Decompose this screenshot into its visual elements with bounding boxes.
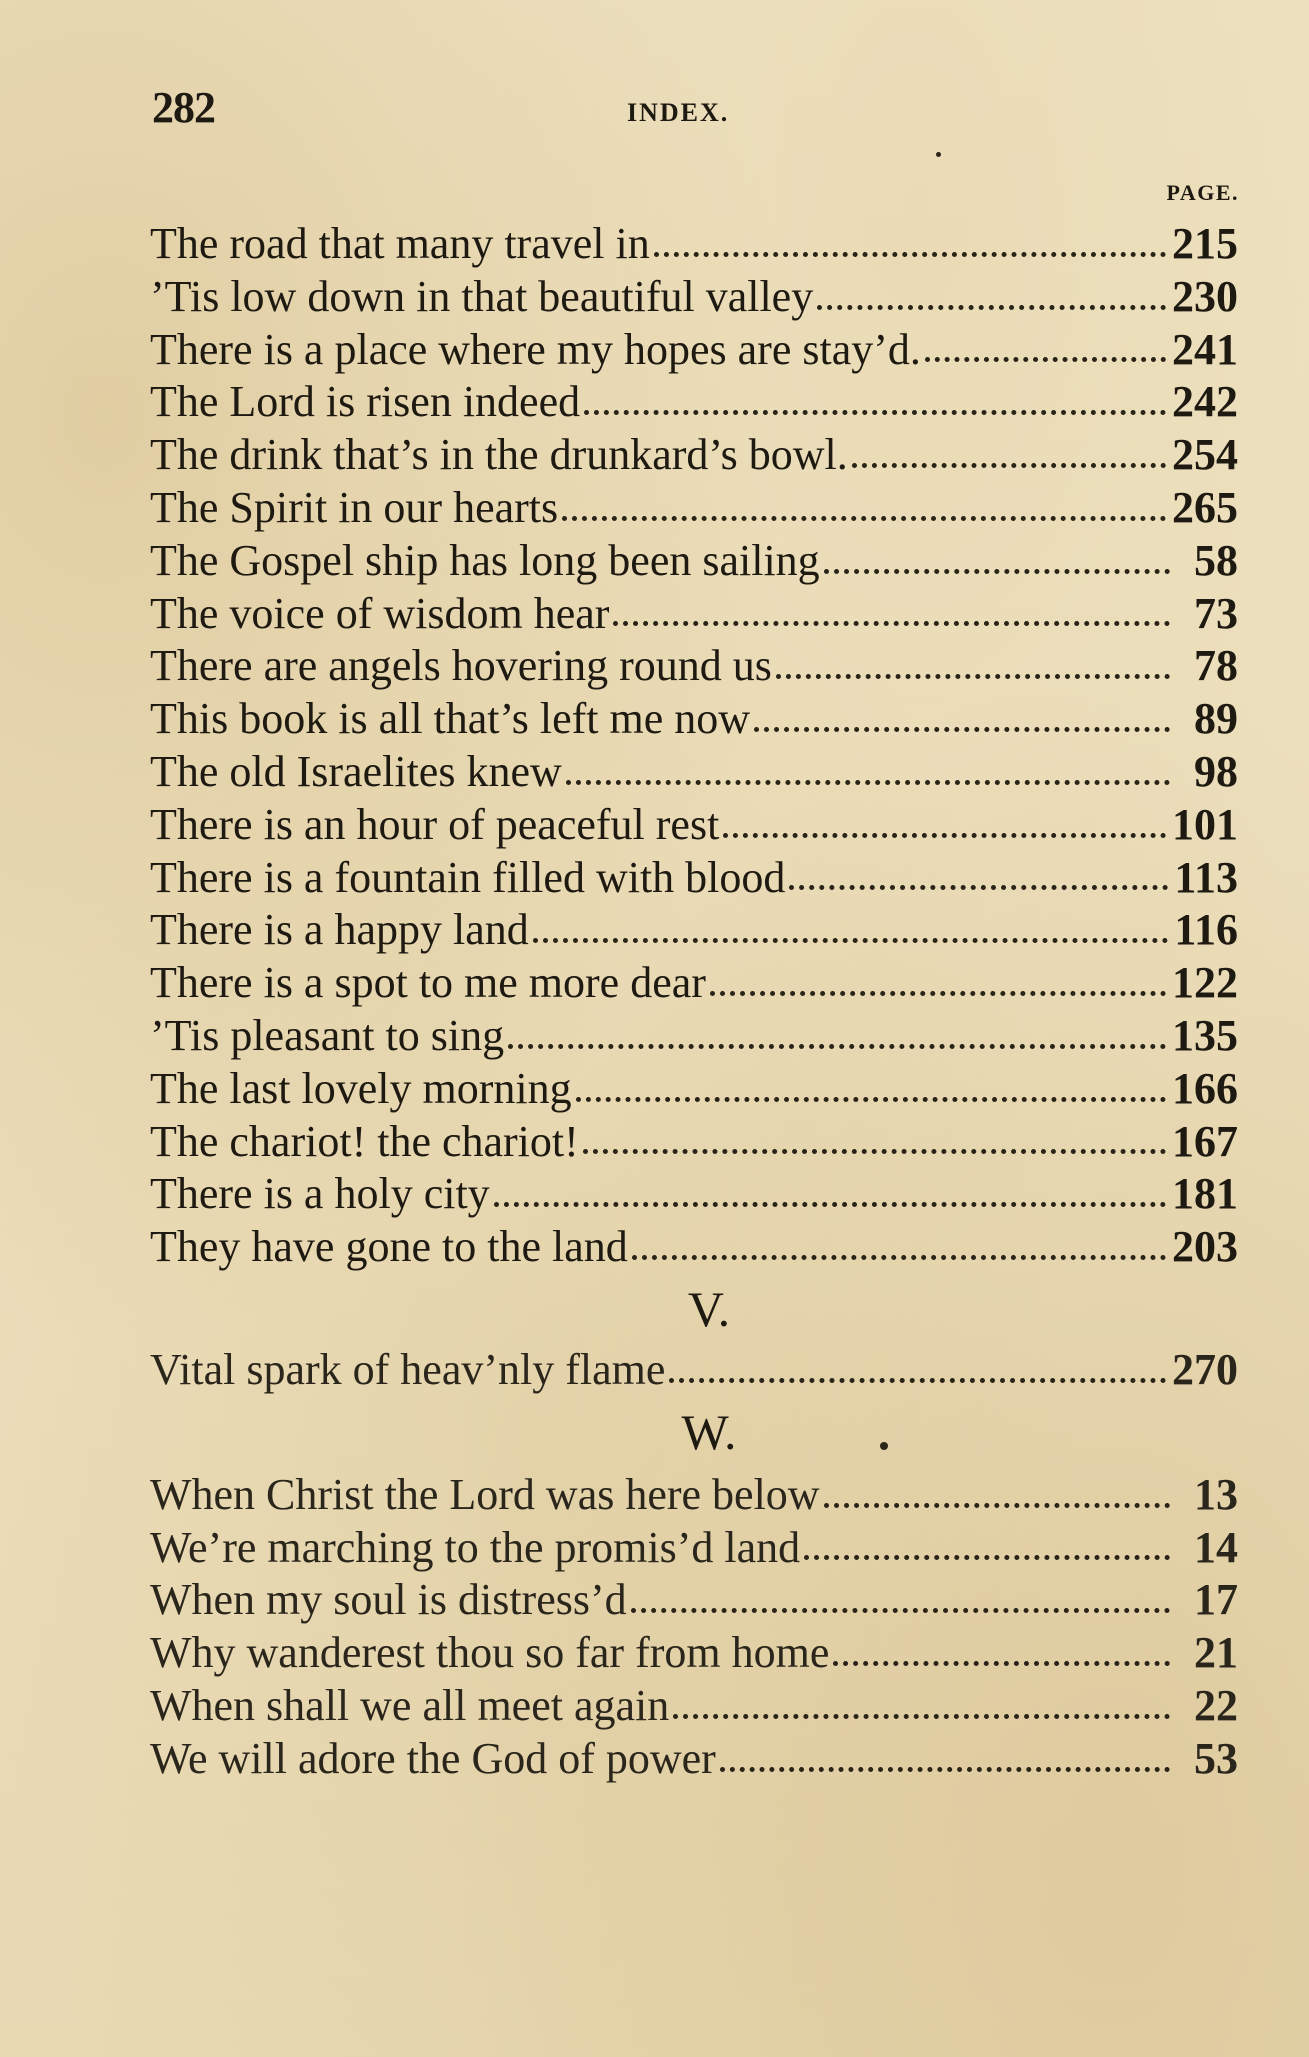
index-entry xyxy=(150,1221,1238,1274)
entry-page: 21 xyxy=(1194,1628,1238,1678)
index-entry xyxy=(150,1680,1238,1733)
entry-title: They have gone to the land xyxy=(150,1222,628,1272)
entry-title: The Lord is risen indeed xyxy=(150,377,581,427)
entry-page: 58 xyxy=(1194,535,1238,585)
entry-page: 203 xyxy=(1172,1222,1238,1272)
dot-leader xyxy=(584,376,1166,429)
entry-page: 241 xyxy=(1172,324,1238,374)
index-entry xyxy=(150,693,1238,746)
entry-page: 230 xyxy=(1172,271,1238,321)
entry-page: 122 xyxy=(1172,958,1238,1008)
dot-leader xyxy=(852,429,1166,482)
page-column-label: PAGE. xyxy=(1166,180,1239,205)
entry-title: Vital spark of heav’nly flame xyxy=(150,1344,666,1394)
entry-title: There is a fountain filled with blood xyxy=(150,852,786,902)
index-entry xyxy=(150,1344,1238,1397)
dot-leader xyxy=(789,852,1168,905)
entry-title: We’re marching to the promis’d land xyxy=(150,1522,801,1572)
index-entry xyxy=(150,1063,1238,1116)
dot-leader xyxy=(673,1680,1170,1733)
entry-page: 167 xyxy=(1172,1116,1238,1166)
dot-leader xyxy=(583,1116,1166,1169)
index-entry xyxy=(150,1522,1238,1575)
entry-title: There is a place where my hopes are stay’d. xyxy=(150,324,921,374)
entry-title: When my soul is distress’d xyxy=(150,1575,627,1625)
entry-title: The road that many travel in xyxy=(150,219,650,268)
entry-page: 101 xyxy=(1172,799,1238,849)
entry-page: 270 xyxy=(1172,1344,1238,1394)
section-letter-w: W. xyxy=(681,1403,737,1460)
index-entry xyxy=(150,799,1238,852)
entry-page: 166 xyxy=(1172,1063,1238,1113)
index-entry xyxy=(150,1116,1238,1169)
entry-title: When shall we all meet again xyxy=(150,1680,670,1730)
dot-leader xyxy=(925,324,1166,377)
index-entry xyxy=(150,1168,1238,1221)
index-entry xyxy=(150,904,1238,957)
entry-title: The voice of wisdom hear xyxy=(150,588,610,638)
entry-title: When Christ the Lord was here below xyxy=(150,1469,820,1519)
running-head: INDEX. xyxy=(627,98,730,127)
entry-title: The Spirit in our hearts xyxy=(150,482,559,532)
entry-title: The chariot! the chariot! xyxy=(150,1116,579,1166)
entry-page: 78 xyxy=(1194,641,1238,691)
index-entry xyxy=(150,746,1238,799)
dot-leader xyxy=(817,271,1166,324)
index-entry xyxy=(150,482,1238,535)
dot-leader xyxy=(632,1221,1166,1274)
dot-leader xyxy=(654,218,1166,271)
dot-leader xyxy=(723,799,1166,852)
index-entry xyxy=(150,1733,1238,1786)
entry-page: 116 xyxy=(1174,905,1238,955)
index-entry xyxy=(150,957,1238,1010)
entry-title: The drink that’s in the drunkard’s bowl. xyxy=(150,430,848,480)
dot-leader xyxy=(754,693,1170,746)
entry-title: Why wanderest thou so far from home xyxy=(150,1628,830,1678)
index-entry xyxy=(150,429,1238,482)
dot-leader xyxy=(494,1168,1166,1221)
dot-leader xyxy=(720,1733,1170,1786)
dot-leader xyxy=(562,482,1166,535)
entry-page: 14 xyxy=(1194,1522,1238,1572)
index-entry xyxy=(150,588,1238,641)
entry-page: 181 xyxy=(1172,1169,1238,1219)
entry-page: 242 xyxy=(1172,377,1238,427)
entry-page: 254 xyxy=(1172,430,1238,480)
dot-leader xyxy=(631,1574,1170,1627)
index-entry xyxy=(150,324,1238,377)
dot-leader xyxy=(669,1344,1166,1397)
entry-page: 98 xyxy=(1194,746,1238,796)
dot-leader xyxy=(804,1522,1170,1575)
dot-leader xyxy=(824,1469,1170,1522)
entry-title: There is a happy land xyxy=(150,905,529,955)
entry-title: We will adore the God of power xyxy=(150,1733,716,1783)
dot-leader xyxy=(533,904,1169,957)
entry-page: 13 xyxy=(1194,1469,1238,1519)
page-number: 282 xyxy=(152,83,215,132)
index-entry xyxy=(150,640,1238,693)
entry-title: There are angels hovering round us xyxy=(150,641,772,691)
index-entry xyxy=(150,271,1238,324)
ink-fleck xyxy=(880,1442,888,1450)
entry-title: This book is all that’s left me now xyxy=(150,694,751,744)
page-header xyxy=(152,82,1232,132)
index-entry xyxy=(150,852,1238,905)
entry-title: ’Tis low down in that beautiful valley xyxy=(150,271,814,321)
index-entry xyxy=(150,1010,1238,1063)
dot-leader xyxy=(710,957,1166,1010)
entry-title: The last lovely morning xyxy=(150,1063,572,1113)
entry-title: The Gospel ship has long been sailing xyxy=(150,535,820,585)
entry-page: 265 xyxy=(1172,482,1238,532)
index-entry xyxy=(150,376,1238,429)
section-letter-v: V. xyxy=(687,1280,731,1337)
dot-leader xyxy=(508,1010,1166,1063)
index-list xyxy=(150,218,1238,1786)
entry-page: 135 xyxy=(1172,1010,1238,1060)
dot-leader xyxy=(576,1063,1166,1116)
dot-leader xyxy=(776,640,1170,693)
entry-title: ’Tis pleasant to sing xyxy=(150,1010,505,1060)
ink-fleck xyxy=(936,152,941,157)
entry-page: 73 xyxy=(1194,588,1238,638)
index-entry xyxy=(150,218,1238,271)
entry-page: 17 xyxy=(1194,1575,1238,1625)
entry-page: 113 xyxy=(1174,852,1238,902)
index-entry xyxy=(150,1627,1238,1680)
entry-title: There is an hour of peaceful rest xyxy=(150,799,720,849)
dot-leader xyxy=(566,746,1170,799)
entry-title: The old Israelites knew xyxy=(150,746,562,796)
entry-page: 53 xyxy=(1194,1733,1238,1783)
entry-page: 22 xyxy=(1194,1680,1238,1730)
index-entry xyxy=(150,1574,1238,1627)
dot-leader xyxy=(833,1627,1170,1680)
entry-page: 89 xyxy=(1194,694,1238,744)
entry-page: 215 xyxy=(1172,219,1238,268)
entry-title: There is a spot to me more dear xyxy=(150,958,706,1008)
index-entry xyxy=(150,1469,1238,1522)
index-entry xyxy=(150,535,1238,588)
dot-leader xyxy=(824,535,1170,588)
dot-leader xyxy=(613,588,1170,641)
entry-title: There is a holy city xyxy=(150,1169,490,1219)
